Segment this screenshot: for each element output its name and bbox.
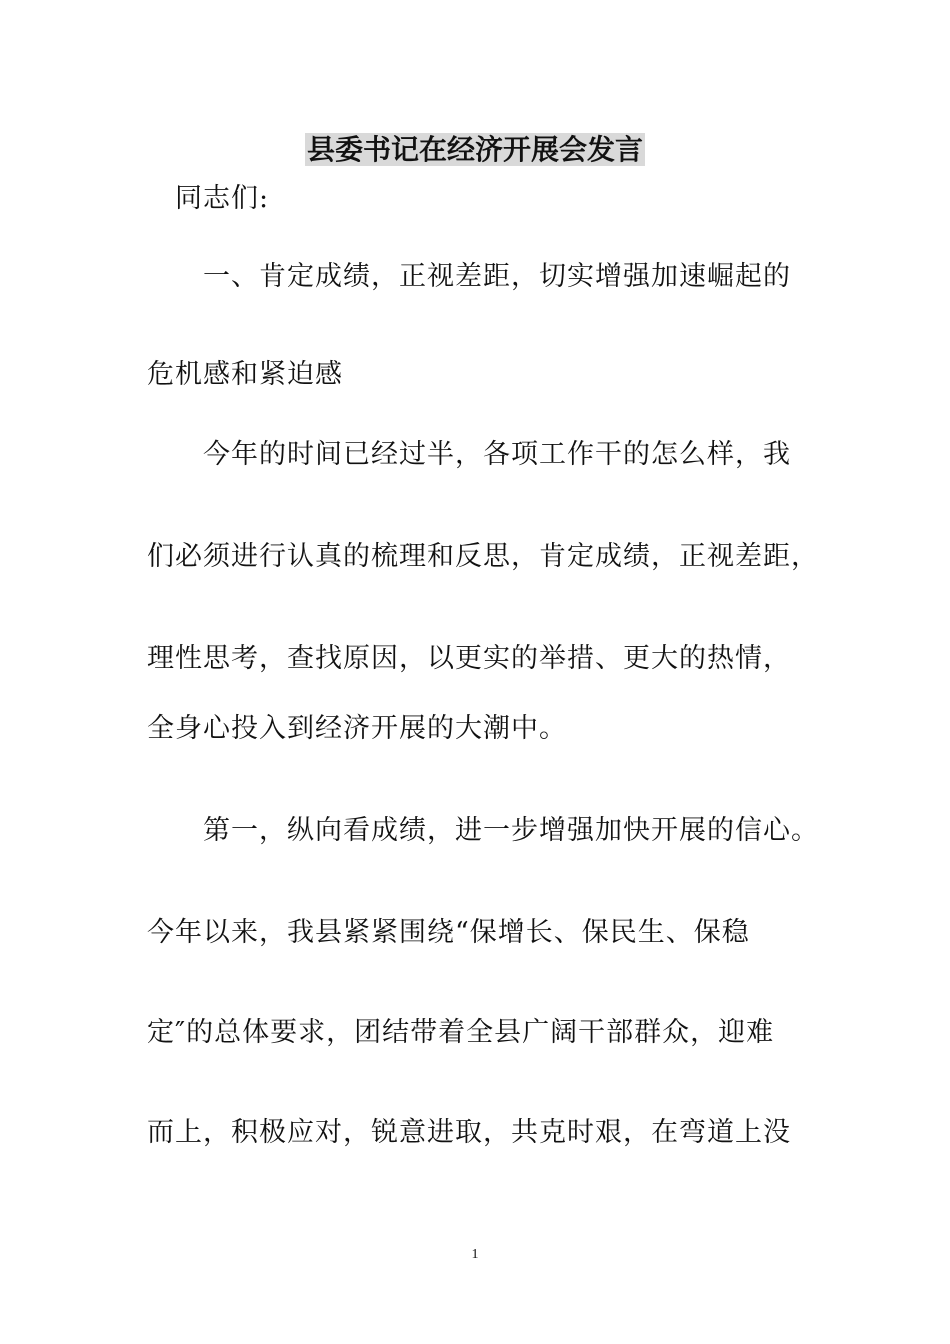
paragraph-line: 定″的总体要求，团结带着全县广阔干部群众，迎难	[147, 1017, 775, 1048]
paragraph-line: 而上，积极应对，锐意进取，共克时艰，在弯道上没	[147, 1117, 791, 1148]
page-number: 1	[471, 1247, 479, 1262]
salutation-line: 同志们:	[175, 183, 270, 214]
paragraph-line: 第一，纵向看成绩，进一步增强加快开展的信心。	[203, 815, 819, 846]
paragraph-line: 一、肯定成绩，正视差距，切实增强加速崛起的	[203, 261, 791, 292]
paragraph-line: 们必须进行认真的梳理和反思，肯定成绩，正视差距，	[147, 541, 819, 572]
paragraph-line: 危机感和紧迫感	[147, 359, 343, 390]
document-title	[0, 131, 950, 169]
paragraph-line: 今年的时间已经过半，各项工作干的怎么样，我	[203, 439, 791, 470]
document-title-text: 县委书记在经济开展会发言	[306, 133, 643, 166]
paragraph-line: 理性思考，查找原因，以更实的举措、更大的热情，	[147, 643, 791, 674]
paragraph-line: 今年以来，我县紧紧围绕“保增长、保民生、保稳	[147, 917, 750, 948]
paragraph-line: 全身心投入到经济开展的大潮中。	[147, 713, 567, 744]
